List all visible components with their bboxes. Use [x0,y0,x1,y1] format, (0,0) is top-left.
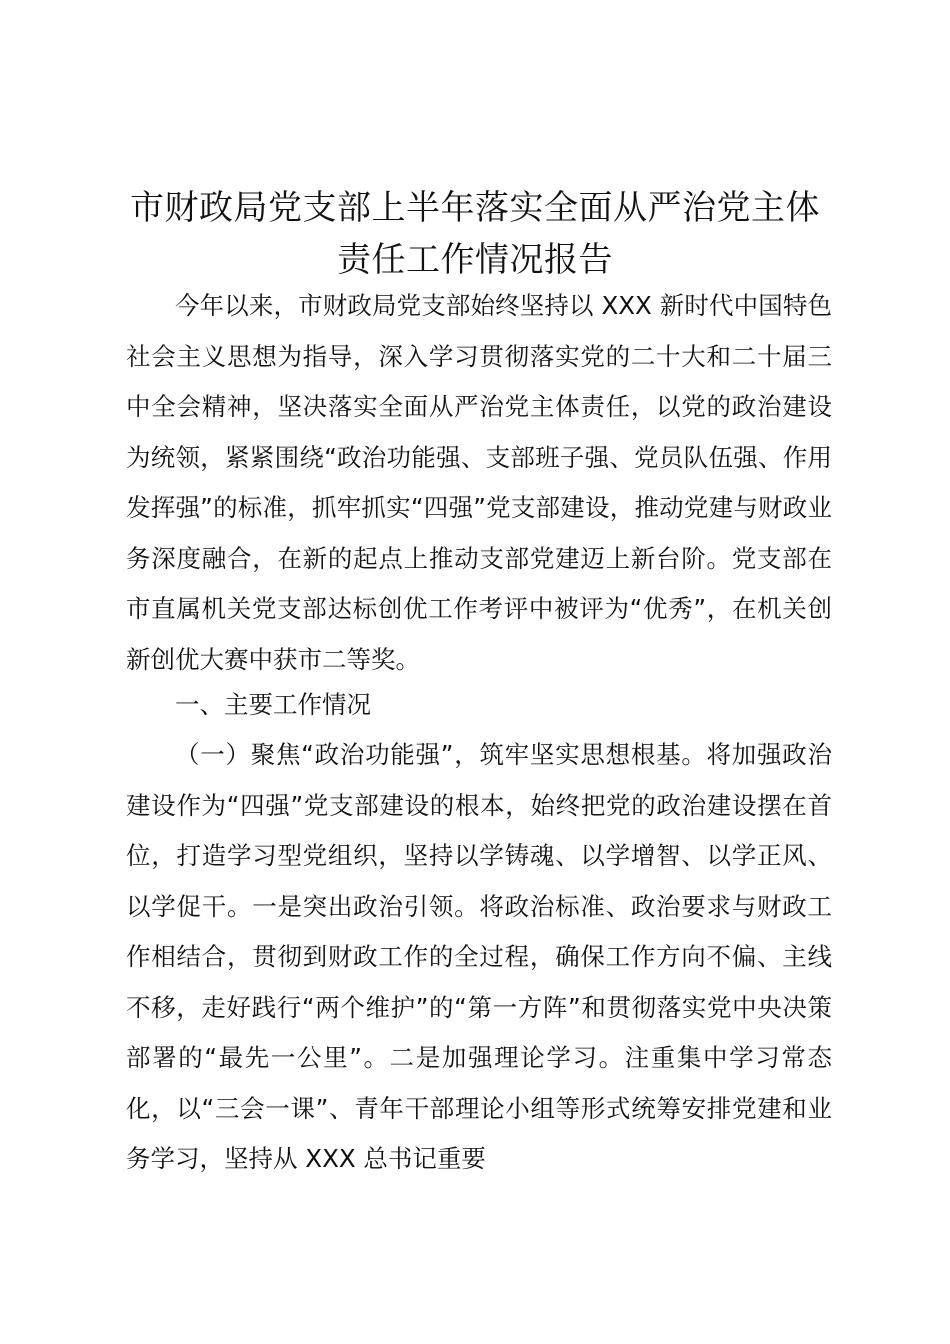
title-line-2: 责任工作情况报告 [337,240,613,280]
section-1-paragraph: （一）聚焦“政治功能强”，筑牢坚实思想根基。将加强政治建设作为“四强”党支部建设的根本，始终把党的政治建设摆在首位，打造学习型党组织，坚持以学铸魂、以学增智、以学正风、以学促干。一是突出政治引领。将政治标准、政治要求与财政工作相结合，贯彻到财政工作的全过程，确保工作方向不偏、主线不移，走好践行“两个维护”的“第一方阵”和贯彻落实党中央决策部署的“最先一公里”。二是加强理论学习。注重集中学习常态化，以“三会一课”、青年干部理论小组等形式统筹安排党建和业务学习，坚持从 XXX 总书记重要 [126,740,832,1173]
section-heading-main-work: 一、主要工作情况 [175,690,371,719]
title-line-1: 市财政局党支部上半年落实全面从严治党主体 [130,188,820,228]
intro-paragraph: 今年以来，市财政局党支部始终坚持以 XXX 新时代中国特色社会主义思想为指导，深入学习贯彻落实党的二十大和二十届三中全会精神，坚决落实全面从严治党主体责任，以党的政治建设为统领，紧紧围绕“政治功能强、支部班子强、党员队伍强、作用发挥强”的标准，抓牢抓实“四强”党支部建设，推动党建与财政业务深度融合，在新的起点上推动支部党建迈上新台阶。党支部在市直属机关党支部达标创优工作考评中被评为“优秀”，在机关创新创优大赛中获市二等奖。 [126,291,832,674]
document-title [118,182,832,286]
